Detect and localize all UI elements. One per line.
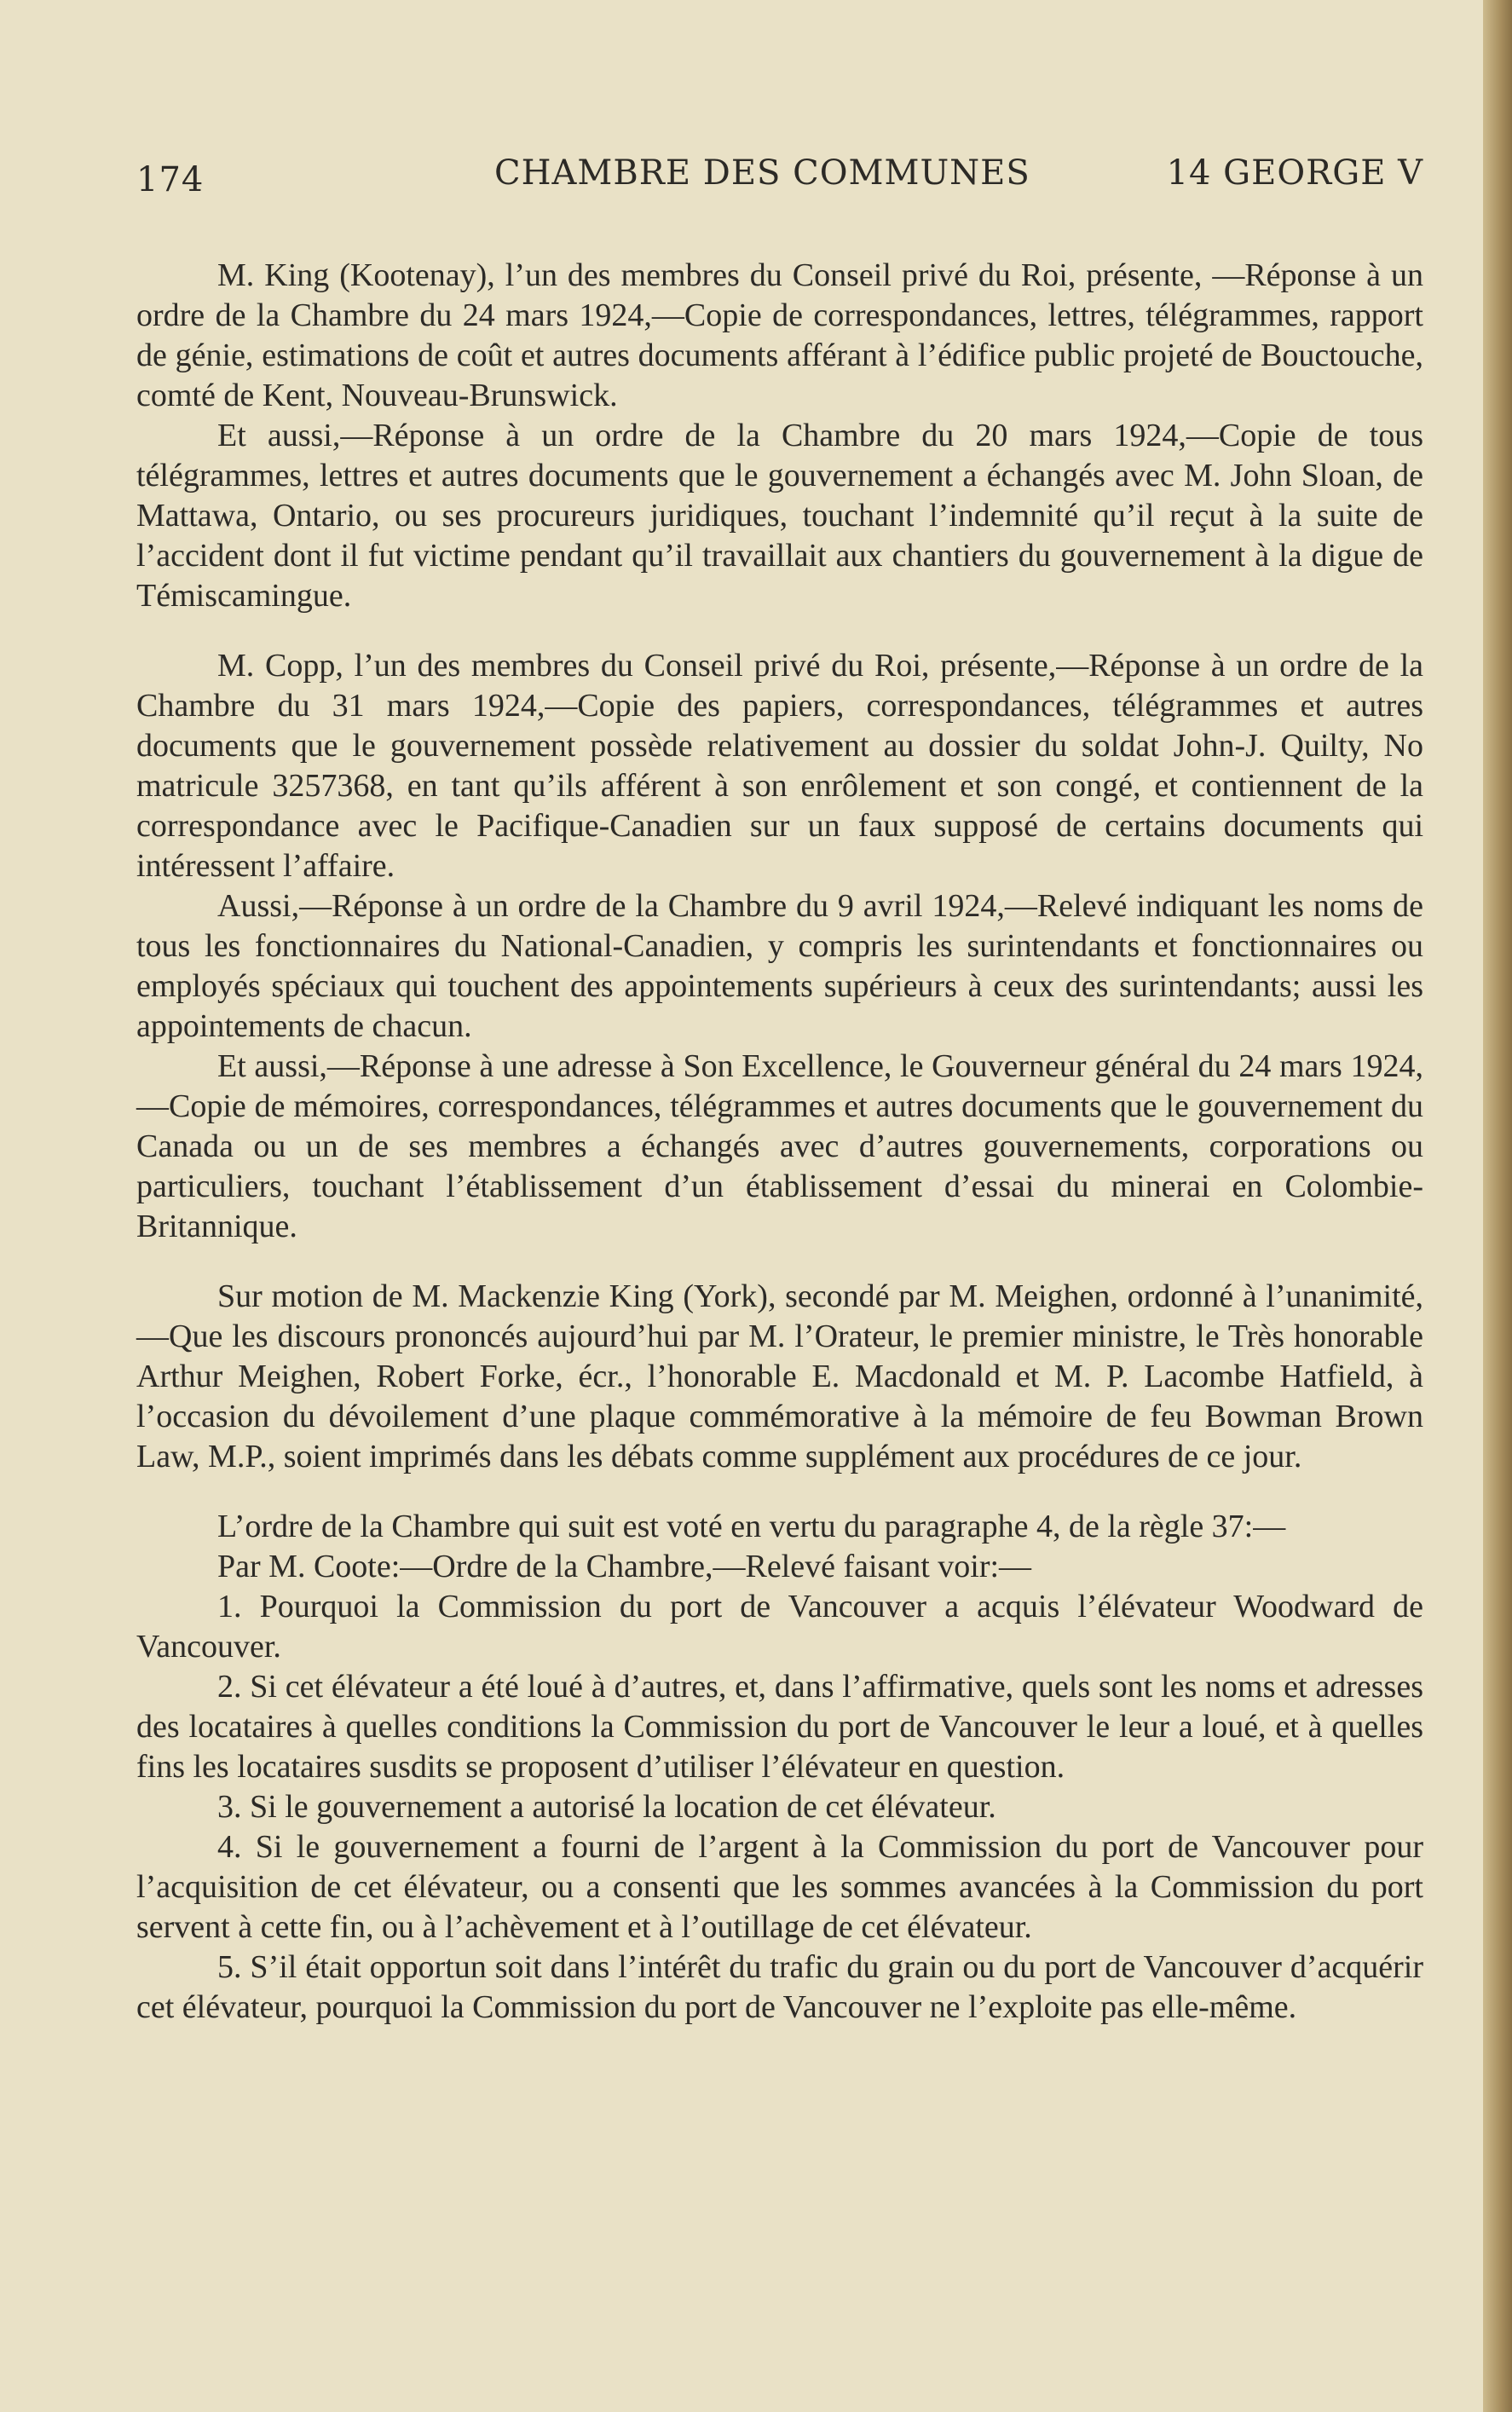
page-number: 174 <box>136 160 205 199</box>
list-item: 4. Si le gouvernement a fourni de l’argent à la Commission du port de Vancouver pour l’acquisition de cet élévateur, ou a consenti que les sommes avancées à la Commission du port servent à cette fin, ou à l’achèvement et à l’outillage de cet élévateur. <box>136 1829 1423 1945</box>
paragraph-motion: Sur motion de M. Mackenzie King (York), secondé par M. Meighen, ordonné à l’unanimité,—Que les discours prononcés aujourd’hui par M. l’Orateur, le premier ministre, le Très honorable Arthur Meighen, Robert Forke, écr., l’honorable E. Macdonald et M. P. Lacombe Hatfield, à l’occasion du dévoilement d’une plaque commémorative à la mémoire de feu Bowman Brown Law, M.P., soient imprimés dans les débats comme supplément aux procédures de ce jour. <box>136 1278 1423 1474</box>
list-item: 3. Si le gouvernement a autorisé la location de cet élévateur. <box>217 1789 996 1825</box>
session-year: 14 GEORGE V <box>1166 153 1423 193</box>
paragraph-order-rule: L’ordre de la Chambre qui suit est voté en vertu du paragraphe 4, de la règle 37:— <box>217 1509 1286 1544</box>
paragraph-national-canadien: Aussi,—Réponse à un ordre de la Chambre du 9 avril 1924,—Relevé indiquant les noms de tous les fonctionnaires du National-Canadien, y compris les surintendants et fonctionnaires ou employés spéciaux qui touchent des appointements supérieurs à ceux des surintendants; aussi les appointements de chacun. <box>136 888 1423 1044</box>
list-item: 2. Si cet élévateur a été loué à d’autres, et, dans l’affirmative, quels sont les noms et adresses des locataires à quelles conditions la Commission du port de Vancouver le leur a loué, et à quelles fins les locataires susdits se proposent d’utiliser l’élévateur en question. <box>136 1669 1423 1785</box>
paragraph-copp-response: M. Copp, l’un des membres du Conseil privé du Roi, présente,—Réponse à un ordre de la Chambre du 31 mars 1924,—Copie des papiers, correspondances, télégrammes et autres documents que le gouvernement possède relativement au dossier du soldat John-J. Quilty, No matricule 3257368, en tant qu’ils afférent à son enrôlement et son congé, et contiennent de la correspondance avec le Pacifique-Canadien sur un faux supposé de certains documents qui intéressent l’affaire. <box>136 648 1423 884</box>
page-edge <box>1483 0 1512 2412</box>
body-text <box>136 256 1423 2028</box>
running-head <box>136 153 1423 201</box>
list-item: 1. Pourquoi la Commission du port de Vancouver a acquis l’élévateur Woodward de Vancouver. <box>136 1589 1423 1665</box>
paragraph-king-response: M. King (Kootenay), l’un des membres du Conseil privé du Roi, présente, —Réponse à un ordre de la Chambre du 24 mars 1924,—Copie de correspondances, lettres, télégrammes, rapport de génie, estimations de coût et autres documents afférant à l’édifice public projeté de Bouctouche, comté de Kent, Nouveau-Brunswick. <box>136 257 1423 413</box>
list-item: 5. S’il était opportun soit dans l’intérêt du trafic du grain ou du port de Vancouver d’acquérir cet élévateur, pourquoi la Commission du port de Vancouver ne l’exploite pas elle-même. <box>136 1949 1423 2025</box>
paragraph-coote-order: Par M. Coote:—Ordre de la Chambre,—Relevé faisant voir:— <box>217 1549 1032 1584</box>
paragraph-governor-address: Et aussi,—Réponse à une adresse à Son Excellence, le Gouverneur général du 24 mars 1924,—Copie de mémoires, correspondances, télégrammes et autres documents que le gouvernement du Canada ou un de ses membres a échangés avec d’autres gouvernements, corporations ou particuliers, touchant l’établissement d’un établissement d’essai du minerai en Colombie-Britannique. <box>136 1048 1423 1244</box>
page-title: CHAMBRE DES COMMUNES <box>494 153 1030 193</box>
paragraph-sloan-response: Et aussi,—Réponse à un ordre de la Chambre du 20 mars 1924,—Copie de tous télégrammes, lettres et autres documents que le gouvernement a échangés avec M. John Sloan, de Mattawa, Ontario, ou ses procureurs juridiques, touchant l’indemnité qu’il reçut à la suite de l’accident dont il fut victime pendant qu’il travaillait aux chantiers du gouvernement à la digue de Témiscamingue. <box>136 418 1423 614</box>
